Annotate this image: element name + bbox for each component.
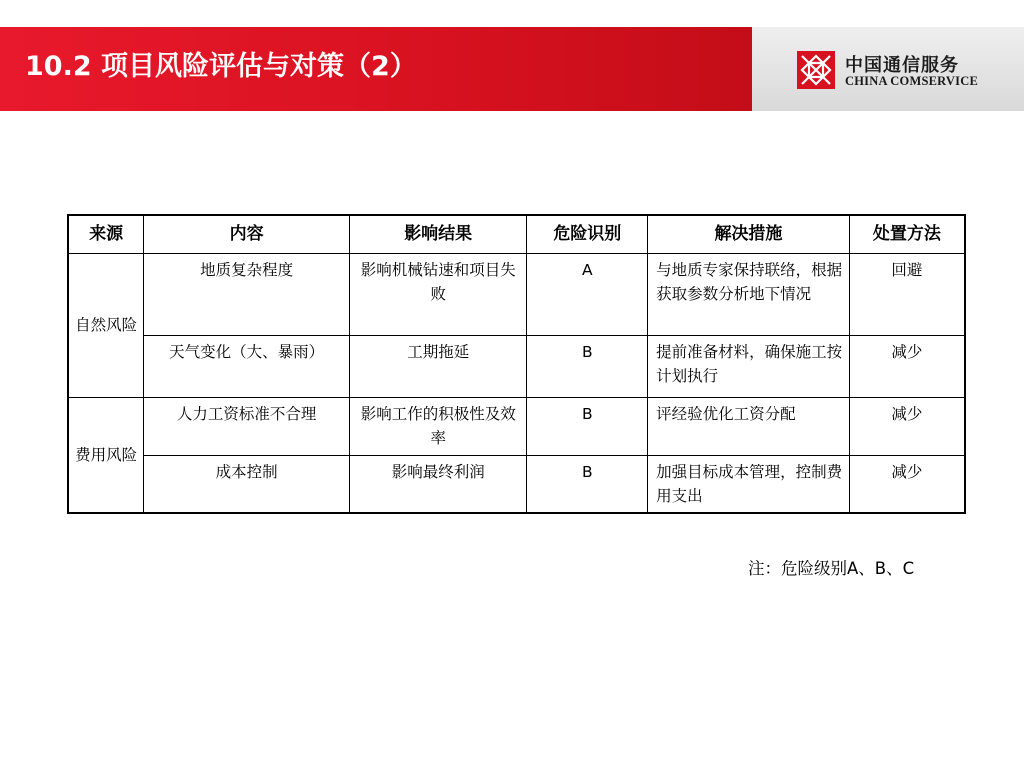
measure-cell: 提前准备材料，确保施工按计划执行: [648, 335, 850, 397]
table-row: [68, 455, 965, 513]
measure-cell: 与地质专家保持联络，根据获取参数分析地下情况: [648, 253, 850, 335]
header-method: 处置方法: [849, 215, 965, 253]
risk-table: [67, 214, 966, 514]
slide-title: 10.2 项目风险评估与对策（2）: [25, 51, 417, 82]
content-cell: 地质复杂程度: [144, 253, 350, 335]
risk-level-cell: A: [527, 253, 648, 335]
header-content: 内容: [144, 215, 350, 253]
measure-cell: 评经验优化工资分配: [648, 397, 850, 455]
method-cell: 减少: [849, 455, 965, 513]
method-cell: 减少: [849, 397, 965, 455]
risk-level-cell: B: [527, 455, 648, 513]
source-cell: 费用风险: [68, 397, 144, 513]
impact-cell: 工期拖延: [349, 335, 527, 397]
risk-level-cell: B: [527, 335, 648, 397]
header-measure: 解决措施: [648, 215, 850, 253]
header-impact: 影响结果: [349, 215, 527, 253]
risk-level-cell: B: [527, 397, 648, 455]
table-header-row: [68, 215, 965, 253]
impact-cell: 影响最终利润: [349, 455, 527, 513]
method-cell: 回避: [849, 253, 965, 335]
method-cell: 减少: [849, 335, 965, 397]
logo-name-cn: 中国通信服务: [845, 55, 959, 76]
impact-cell: 影响机械钻速和项目失败: [349, 253, 527, 335]
source-cell: 自然风险: [68, 253, 144, 397]
content-cell: 天气变化（大、暴雨）: [144, 335, 350, 397]
content-cell: 人力工资标准不合理: [144, 397, 350, 455]
content-cell: 成本控制: [144, 455, 350, 513]
risk-level-note: 注：危险级别A、B、C: [748, 559, 915, 578]
header-risk-level: 危险识别: [527, 215, 648, 253]
measure-cell: 加强目标成本管理，控制费用支出: [648, 455, 850, 513]
impact-cell: 影响工作的积极性及效率: [349, 397, 527, 455]
header-source: 来源: [68, 215, 144, 253]
logo-name-en: CHINA COMSERVICE: [845, 74, 978, 88]
table-row: [68, 335, 965, 397]
table-row: [68, 397, 965, 455]
china-comservice-logo-icon: [796, 50, 836, 90]
table-row: [68, 253, 965, 335]
